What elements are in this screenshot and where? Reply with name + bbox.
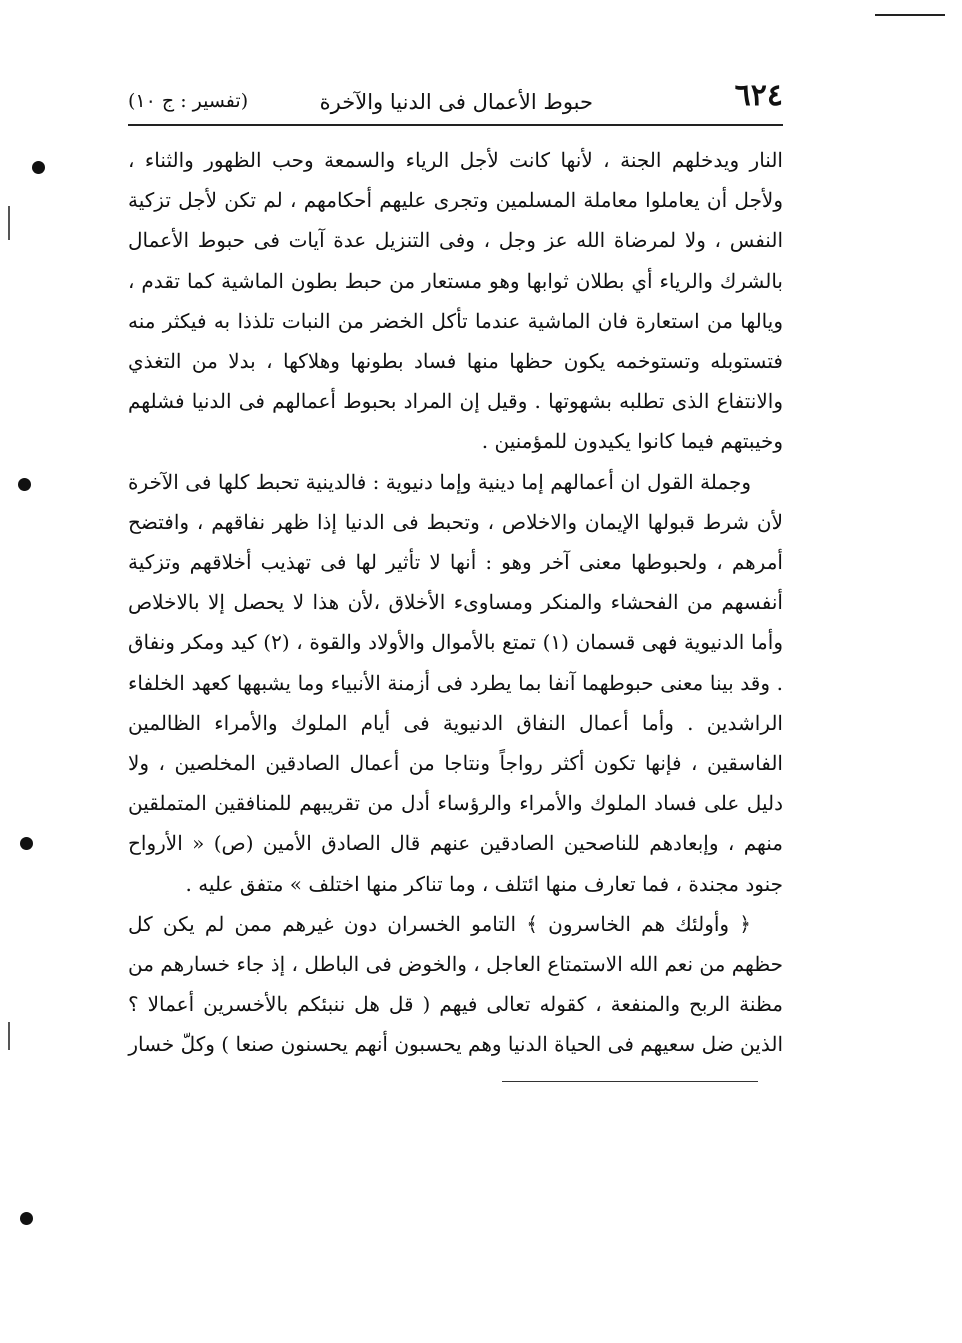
scan-edge-mark: [8, 206, 10, 240]
paragraph: وجملة القول ان أعمالهم إما دينية وإما دنيوية : فالدينية تحبط كلها فى الآخرة لأن شرط قبولها الإيمان والاخلاص ، وتحبط فى الدنيا إذا ظهر نفاقهم ، وافتضح أمرهم ، ولحبوطها معنى آخر وهو : أنها لا تأثير لها فى تهذيب أخلاقهم وتزكية أنفسهم من الفحشاء والمنكر ومساوىء الأخلاق ،لأن هذا لا يحصل إلا بالاخلاص وأما الدنيوية فهى قسمان (١) تمتع بالأموال والأولاد والقوة ، (٢) كيد ومكر ونفاق . وقد بينا معنى حبوطهما آنفا بما يطرد فى أزمنة الأنبياء وما يشبهها كعهد الخلفاء الراشدين . وأما أعمال النفاق الدنيوية فى أيام الملوك والأمراء الظالمين الفاسقين ، فإنها تكون أكثر رواجاً ونتاجا من أعمال الصادقين المخلصين ، ولا دليل على فساد الملوك والأمراء والرؤساء أدل من تقريبهم للمنافقين المتملقين منهم ، وإبعادهم للناصحين الصادقين عنهم قال الصادق الأمين (ص) « الأرواح جنود مجندة ، فما تعارف منها ائتلف ، وما تناكر منها اختلف » متفق عليه .: [128, 469, 783, 896]
body-text: [128, 140, 783, 1065]
volume-reference: (تفسير : ج ١٠): [128, 90, 249, 112]
paragraph: ﴿ وأولئك هم الخاسرون ﴾ التامو الخسران دون غيرهم ممن لم يكن كل حظهم من نعم الله الاستمتاع العاجل ، والخوض فى الباطل ، إذ جاء خسارهم من مظنة الربح والمنفعة ، كقوله تعالى فيهم ( قل هل ننبئكم بالأخسرين أعمالا ؟ الذين ضل سعيهم فى الحياة الدنيا وهم يحسبون أنهم يحسنون صنعا ) وكلّ خسار: [128, 911, 784, 1057]
binder-hole-mark: [32, 161, 45, 174]
paragraph: النار ويدخلهم الجنة ، لأنها كانت لأجل الرياء والسمعة وحب الظهور والثناء ، ولأجل أن يعاملوا معاملة المسلمين وتجرى عليهم أحكامهم ، لم تكن لأجل تزكية النفس ، ولا لمرضاة الله عز وجل ، وفى التنزيل عدة آيات فى حبوط الأعمال بالشرك والرياء أي بطلان ثوابها وهو مستعار من حبط بطون الماشية كما تقدم ، ويالها من استعارة فان الماشية عندما تأكل الخضر من النبات تلذذا به فيكثر منه فتستوبله وتستوخمه يكون حظها منها فساد بطونها وهلاكها ، بدلا من التغذي والانتفاع الذى تطلبه بشهوتها . وقيل إن المراد بحبوط أعمالهم فى الدنيا فشلهم وخيبتهم فيما كانوا يكيدون للمؤمنين .: [128, 148, 783, 454]
binder-hole-mark: [20, 837, 33, 850]
verse-overline: [502, 1081, 758, 1082]
binder-hole-mark: [20, 1212, 33, 1225]
scan-edge-mark: [8, 1022, 10, 1050]
header-rule: [128, 124, 783, 126]
page-number: ٦٢٤: [734, 78, 783, 113]
top-edge-rule: [875, 14, 945, 16]
page-header: [128, 78, 783, 122]
binder-hole-mark: [18, 478, 31, 491]
running-title: حبوط الأعمال فى الدنيا والآخرة: [319, 90, 593, 114]
